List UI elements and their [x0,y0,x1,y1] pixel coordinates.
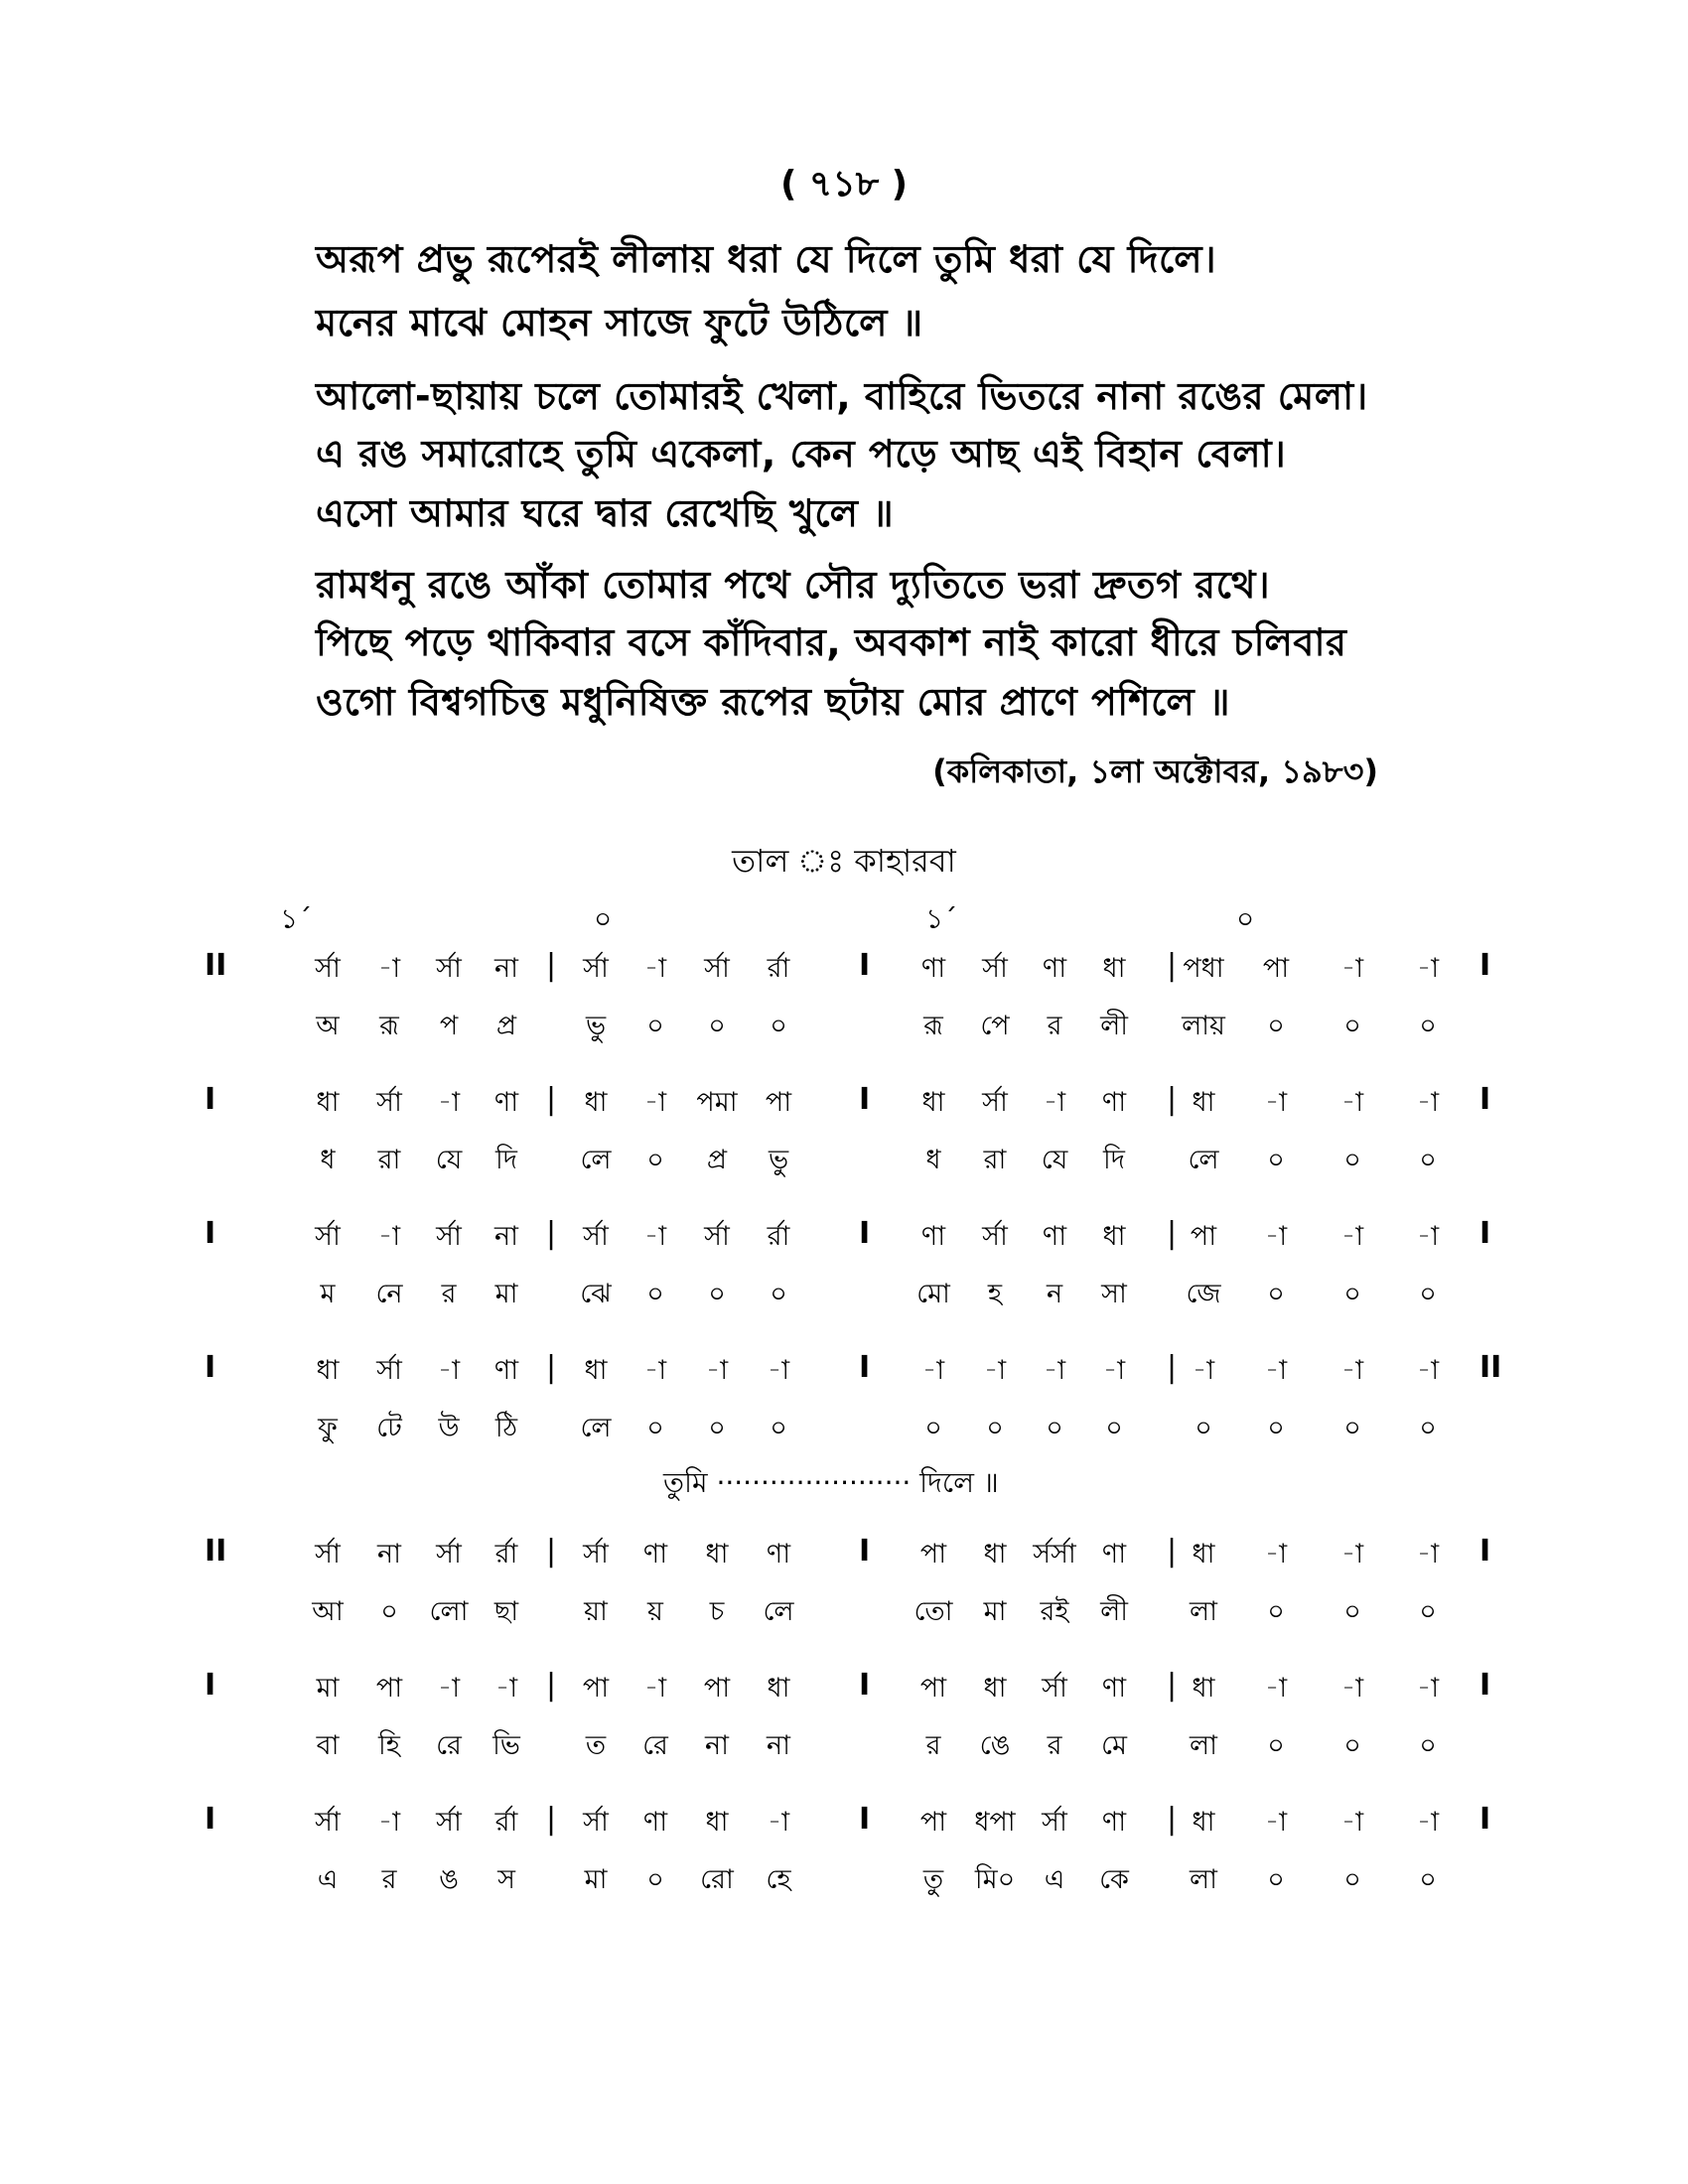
lyric-syllable: দি [495,1145,517,1175]
lyric-syllable: র [1047,1730,1062,1761]
lyric-syllable: ০ [1343,1279,1361,1309]
swara-note: র্সা [704,953,730,984]
lyric-syllable: ০ [1343,1730,1361,1761]
lyric-syllable: ০ [1267,1730,1285,1761]
lyric-syllable: ০ [770,1413,787,1443]
beat-divider: | [1167,1802,1178,1837]
lyric-line: ওগো বিশ্বগচিত্ত মধুনিষিক্ত রূপের ছটায় মোর প্রাণে পশিলে ॥ [316,680,1230,724]
beat-divider: I [859,1350,871,1385]
lyric-syllable: লো [429,1596,469,1627]
lyric-syllable: ভু [585,1011,607,1041]
lyric-syllable: এ [317,1864,339,1895]
swara-note: না [494,1221,518,1252]
beat-divider: | [1167,1216,1178,1251]
beat-divider: | [546,1350,557,1385]
swara-note: -া [643,953,667,984]
swara-note: ণা [493,1087,519,1118]
lyric-syllable: মা [983,1596,1007,1627]
swara-note: পা [1262,953,1290,984]
lyric-syllable: মো [916,1279,950,1309]
swara-note: র্সা [583,1221,609,1252]
lyric-syllable: ০ [986,1413,1004,1443]
swara-note: ধা [921,1087,945,1118]
swara-note: -া [1340,1355,1364,1386]
swara-note: ধা [584,1355,608,1386]
lyric-syllable: আ [312,1596,344,1627]
swara-note: ণা [1101,1807,1127,1838]
lyric-syllable: ০ [1419,1413,1437,1443]
lyric-syllable: ভি [492,1730,520,1761]
swara-note: -া [1340,1539,1364,1570]
lyric-syllable: লী [1100,1596,1128,1627]
swara-note: র্সা [315,1539,341,1570]
lyric-syllable: মে [1101,1730,1127,1761]
beat-divider: I [859,1082,871,1117]
swara-row [0,1802,1688,1851]
lyric-syllable: লী [1100,1011,1128,1041]
lyric-line: এসো আমার ঘরে দ্বার রেখেছি খুলে ॥ [316,491,895,535]
swara-note: -া [1043,1355,1066,1386]
swara-note: ণা [920,1221,946,1252]
lyric-syllable: নে [375,1279,403,1309]
beat-divider: I [859,1216,871,1251]
lyric-syllable: র [441,1279,457,1309]
swara-note: পা [919,1807,947,1838]
lyric-line: মনের মাঝে মোহন সাজে ফুটে উঠিলে ॥ [316,301,923,344]
lyric-syllable: লে [580,1145,612,1175]
lyric-syllable: লে [1188,1145,1219,1175]
lyric-syllable: ঝে [580,1279,612,1309]
swara-note: ধা [1102,1221,1126,1252]
beat-divider: I [859,948,871,983]
lyric-syllable: সা [1101,1279,1127,1309]
swara-note: র্সা [436,1539,462,1570]
lyric-line: রামধনু রঙে আঁকা তোমার পথে সৌর দ্যুতিতে ভরা দ্রুতগ রথে। [316,563,1271,607]
swara-row [0,1082,1688,1132]
beat-mark: ০ [1236,902,1255,935]
swara-note: ধা [983,1673,1007,1704]
swara-note: -া [705,1355,729,1386]
lyric-syllable: ০ [1267,1011,1285,1041]
lyric-syllable: অ [316,1011,340,1041]
lyric-syllable: লে [763,1596,794,1627]
beat-divider: | [546,1082,557,1117]
swara-note: -া [1340,1807,1364,1838]
lyric-syllable: ত [585,1730,607,1761]
swara-note: র্রা [494,1539,518,1570]
lyric-syllable: ০ [1419,1596,1437,1627]
lyric-syllable: তো [914,1596,953,1627]
swara-note: -া [1043,1087,1066,1118]
swara-note: র্সা [982,1087,1008,1118]
swara-note: -া [983,1355,1007,1386]
swara-note: -া [1416,1087,1440,1118]
swara-note: -া [1264,1087,1288,1118]
lyric-syllable: স [497,1864,515,1895]
lyric-syllable: ০ [1419,1864,1437,1895]
swara-note: র্সা [436,1807,462,1838]
lyric-syllable: যে [1041,1145,1068,1175]
swara-note: -া [767,1807,790,1838]
lyric-line: আলো-ছায়ায় চলে তোমারই খেলা, বাহিরে ভিতরে নানা রঙের মেলা। [316,374,1368,418]
bar-close: I [1479,1534,1491,1569]
swara-note: ণা [1042,1221,1067,1252]
lyric-syllable-row [0,1591,1688,1641]
swara-note: ণা [766,1539,791,1570]
lyric-syllable: রই [1040,1596,1069,1627]
lyric-syllable: ঠি [494,1413,518,1443]
swara-note: র্সা [436,953,462,984]
lyric-line: পিছে পড়ে থাকিবার বসে কাঁদিবার, অবকাশ নাই কারো ধীরে চলিবার [316,620,1347,664]
bar-open: I [205,1216,216,1251]
bar-open: I [205,1802,216,1837]
swara-note: ণা [642,1807,668,1838]
swara-note: পা [375,1673,403,1704]
swara-note: -া [1340,1673,1364,1704]
lyric-syllable: না [705,1730,729,1761]
swara-note: র্সা [1042,1807,1067,1838]
lyric-syllable-row [0,1725,1688,1775]
lyric-syllable: ধ [320,1145,336,1175]
beat-divider: | [1167,1668,1178,1703]
lyric-syllable: ০ [1343,1864,1361,1895]
lyric-syllable: লায় [1182,1011,1225,1041]
lyric-syllable: ০ [646,1279,664,1309]
lyric-syllable: ০ [708,1279,726,1309]
swara-note: মা [316,1673,340,1704]
swara-note: র্সর্সা [1033,1539,1076,1570]
swara-note: র্সা [436,1221,462,1252]
lyric-syllable: উ [438,1413,460,1443]
lyric-syllable: রূ [923,1011,943,1041]
swara-note: ণা [920,953,946,984]
lyric-syllable: হ [987,1279,1003,1309]
swara-note: ধা [1192,1087,1215,1118]
bar-close: I [1479,948,1491,983]
lyric-syllable: ভু [768,1145,789,1175]
lyric-syllable: ম [320,1279,336,1309]
swara-note: -া [643,1221,667,1252]
swara-note: পা [703,1673,731,1704]
swara-note: ধা [705,1539,729,1570]
swara-note: -া [1264,1221,1288,1252]
swara-note: -া [643,1355,667,1386]
beat-mark: ১´ [280,902,313,935]
lyric-syllable: ০ [1419,1145,1437,1175]
bar-close: I [1479,1082,1491,1117]
lyric-syllable: ০ [1046,1413,1063,1443]
tala-heading: তাল ঃ কাহারবা [732,842,956,880]
swara-row [0,1350,1688,1400]
lyric-syllable: ০ [1267,1596,1285,1627]
lyric-syllable: ০ [380,1596,398,1627]
swara-row [0,1216,1688,1266]
lyric-syllable-row [0,1408,1688,1457]
lyric-syllable: য়া [584,1596,608,1627]
lyric-line: এ রঙ সমারোহে তুমি একেলা, কেন পড়ে আছ এই বিহান বেলা। [316,432,1287,476]
swara-note: -া [1416,1807,1440,1838]
lyric-syllable: চ [709,1596,725,1627]
lyric-syllable: তু [922,1864,944,1895]
swara-note: -া [1264,1355,1288,1386]
swara-note: র্সা [315,953,341,984]
swara-note: ধপা [974,1807,1016,1838]
lyric-syllable: লা [1190,1730,1217,1761]
lyric-syllable: ০ [1343,1596,1361,1627]
swara-note: র্রা [767,953,790,984]
swara-note: ণা [1101,1673,1127,1704]
lyric-syllable: ০ [708,1011,726,1041]
beat-divider: | [1167,1350,1178,1385]
lyric-syllable: প [439,1011,459,1041]
lyric-syllable-row [0,1140,1688,1189]
lyric-syllable: মা [494,1279,518,1309]
swara-row [0,1668,1688,1717]
bar-close: I [1479,1802,1491,1837]
swara-note: ণা [1101,1539,1127,1570]
swara-note: র্সা [583,953,609,984]
lyric-syllable: ০ [770,1279,787,1309]
lyric-syllable: ০ [770,1011,787,1041]
swara-note: র্রা [494,1807,518,1838]
lyric-syllable: ০ [1343,1011,1361,1041]
swara-row [0,948,1688,998]
swara-note: -া [1416,1539,1440,1570]
lyric-syllable: ০ [646,1011,664,1041]
lyric-syllable: লা [1190,1596,1217,1627]
bar-close: II [1479,1350,1502,1385]
swara-note: র্সা [376,1355,402,1386]
lyric-syllable: বা [316,1730,340,1761]
beat-divider: | [1167,1082,1178,1117]
lyric-syllable: এ [1044,1864,1065,1895]
beat-divider: | [546,1534,557,1569]
lyric-syllable: ন [1046,1279,1063,1309]
bar-open: II [205,948,227,983]
swara-note: -া [494,1673,518,1704]
swara-note: না [494,953,518,984]
beat-divider: | [546,1802,557,1837]
beat-divider: | [546,1216,557,1251]
swara-note: পমা [696,1087,738,1118]
swara-note: -া [1416,1673,1440,1704]
swara-note: -া [1192,1355,1215,1386]
bar-close: I [1479,1668,1491,1703]
swara-note: র্সা [376,1087,402,1118]
swara-note: ধা [1192,1807,1215,1838]
lyric-syllable: রে [436,1730,462,1761]
bar-open: I [205,1350,216,1385]
swara-note: -া [1340,1221,1364,1252]
swara-note: পা [919,1673,947,1704]
swara-note: ধা [1192,1539,1215,1570]
swara-note: -া [377,953,401,984]
swara-note: ণা [642,1539,668,1570]
lyric-syllable: ০ [924,1413,942,1443]
beat-divider: I [859,1668,871,1703]
swara-note: -া [437,1673,461,1704]
swara-note: -া [921,1355,945,1386]
lyric-syllable: ০ [1267,1413,1285,1443]
swara-note: র্সা [982,1221,1008,1252]
beat-divider: | [546,948,557,983]
lyric-syllable: ফু [318,1413,338,1443]
lyric-syllable: মা [584,1864,608,1895]
swara-note: -া [1102,1355,1126,1386]
swara-note: পধা [1183,953,1224,984]
lyric-syllable: ০ [646,1413,664,1443]
swara-note: ণা [1101,1087,1127,1118]
lyric-syllable: রা [377,1145,401,1175]
place-date: (কলিকাতা, ১লা অক্টোবর, ১৯৮৩) [932,752,1378,790]
swara-note: -া [1416,953,1440,984]
swara-note: র্রা [767,1221,790,1252]
swara-note: ণা [1042,953,1067,984]
lyric-syllable: ০ [1267,1279,1285,1309]
lyric-syllable: র [1047,1011,1062,1041]
swara-note: পা [765,1087,792,1118]
lyric-syllable: ০ [1419,1011,1437,1041]
lyric-syllable: ০ [1267,1145,1285,1175]
lyric-syllable: প্র [706,1145,728,1175]
swara-note: -া [643,1673,667,1704]
swara-note: ধা [983,1539,1007,1570]
lyric-line: অরূপ প্রভু রূপেরই লীলায় ধরা যে দিলে তুমি ধরা যে দিলে। [316,237,1217,281]
swara-row [0,1534,1688,1583]
swara-note: -া [1340,953,1364,984]
swara-note: ধা [1192,1673,1215,1704]
swara-note: পা [1190,1221,1217,1252]
beat-divider: | [1167,948,1178,983]
swara-note: র্সা [315,1807,341,1838]
bar-open: I [205,1082,216,1117]
bar-open: II [205,1534,227,1569]
swara-note: না [377,1539,401,1570]
lyric-syllable: লা [1190,1864,1217,1895]
swara-note: -া [377,1221,401,1252]
lyric-syllable: টে [376,1413,402,1443]
swara-note: -া [1416,1355,1440,1386]
lyric-syllable: না [767,1730,790,1761]
lyric-syllable: ০ [708,1413,726,1443]
lyric-syllable: ০ [1195,1413,1212,1443]
lyric-syllable: রা [983,1145,1007,1175]
beat-divider: | [1167,1534,1178,1569]
lyric-syllable: হি [378,1730,400,1761]
lyric-syllable: ০ [646,1864,664,1895]
lyric-syllable: জে [1186,1279,1221,1309]
lyric-syllable: ০ [1343,1145,1361,1175]
swara-note: র্সা [1042,1673,1067,1704]
lyric-syllable: পে [980,1011,1010,1041]
beat-divider: | [546,1668,557,1703]
swara-note: ণা [493,1355,519,1386]
lyric-syllable: র [925,1730,941,1761]
swara-note: র্সা [982,953,1008,984]
page-number: ( ৭১৮ ) [779,164,909,205]
swara-note: -া [767,1355,790,1386]
lyric-syllable: র [381,1864,397,1895]
swara-note: -া [1264,1539,1288,1570]
lyric-syllable: ০ [1105,1413,1123,1443]
beat-mark: ১´ [925,902,958,935]
lyric-syllable: ০ [1267,1864,1285,1895]
beat-divider: I [859,1802,871,1837]
swara-note: পা [582,1673,610,1704]
bar-close: I [1479,1216,1491,1251]
swara-note: র্সা [583,1807,609,1838]
lyric-syllable: রূ [379,1011,399,1041]
swara-note: -া [643,1087,667,1118]
lyric-syllable: য় [647,1596,663,1627]
swara-note: র্সা [704,1221,730,1252]
lyric-syllable: কে [1099,1864,1129,1895]
swara-note: -া [437,1355,461,1386]
lyric-syllable: হে [766,1864,791,1895]
lyric-syllable: যে [435,1145,463,1175]
swara-note: ধা [767,1673,790,1704]
lyric-syllable-row [0,1859,1688,1909]
lyric-syllable: লে [580,1413,612,1443]
beat-divider: I [859,1534,871,1569]
lyric-syllable: রো [700,1864,734,1895]
swara-note: -া [1416,1221,1440,1252]
swara-note: পা [919,1539,947,1570]
lyric-syllable: ঙে [979,1730,1011,1761]
beat-mark: ০ [594,902,613,935]
swara-note: -া [437,1087,461,1118]
swara-note: র্সা [583,1539,609,1570]
bar-open: I [205,1668,216,1703]
lyric-syllable: ছা [493,1596,519,1627]
swara-note: ধা [584,1087,608,1118]
lyric-syllable: প্র [495,1011,517,1041]
lyric-syllable: ধ [925,1145,941,1175]
lyric-syllable-row [0,1006,1688,1055]
lyric-syllable: ঙ [439,1864,459,1895]
swara-note: ধা [316,1355,340,1386]
lyric-syllable: দি [1103,1145,1125,1175]
lyric-syllable-row [0,1274,1688,1323]
swara-note: ধা [705,1807,729,1838]
refrain-note: তুমি ······················ দিলে ॥ [663,1466,999,1499]
swara-note: -া [1264,1807,1288,1838]
swara-note: -া [1340,1087,1364,1118]
lyric-syllable: ০ [1343,1413,1361,1443]
swara-note: র্সা [315,1221,341,1252]
swara-note: -া [377,1807,401,1838]
lyric-syllable: রে [642,1730,668,1761]
swara-note: -া [1264,1673,1288,1704]
lyric-syllable: মি০ [974,1864,1016,1895]
swara-note: ধা [316,1087,340,1118]
lyric-syllable: ০ [646,1145,664,1175]
lyric-syllable: ০ [1419,1279,1437,1309]
swara-note: ধা [1102,953,1126,984]
lyric-syllable: ০ [1419,1730,1437,1761]
